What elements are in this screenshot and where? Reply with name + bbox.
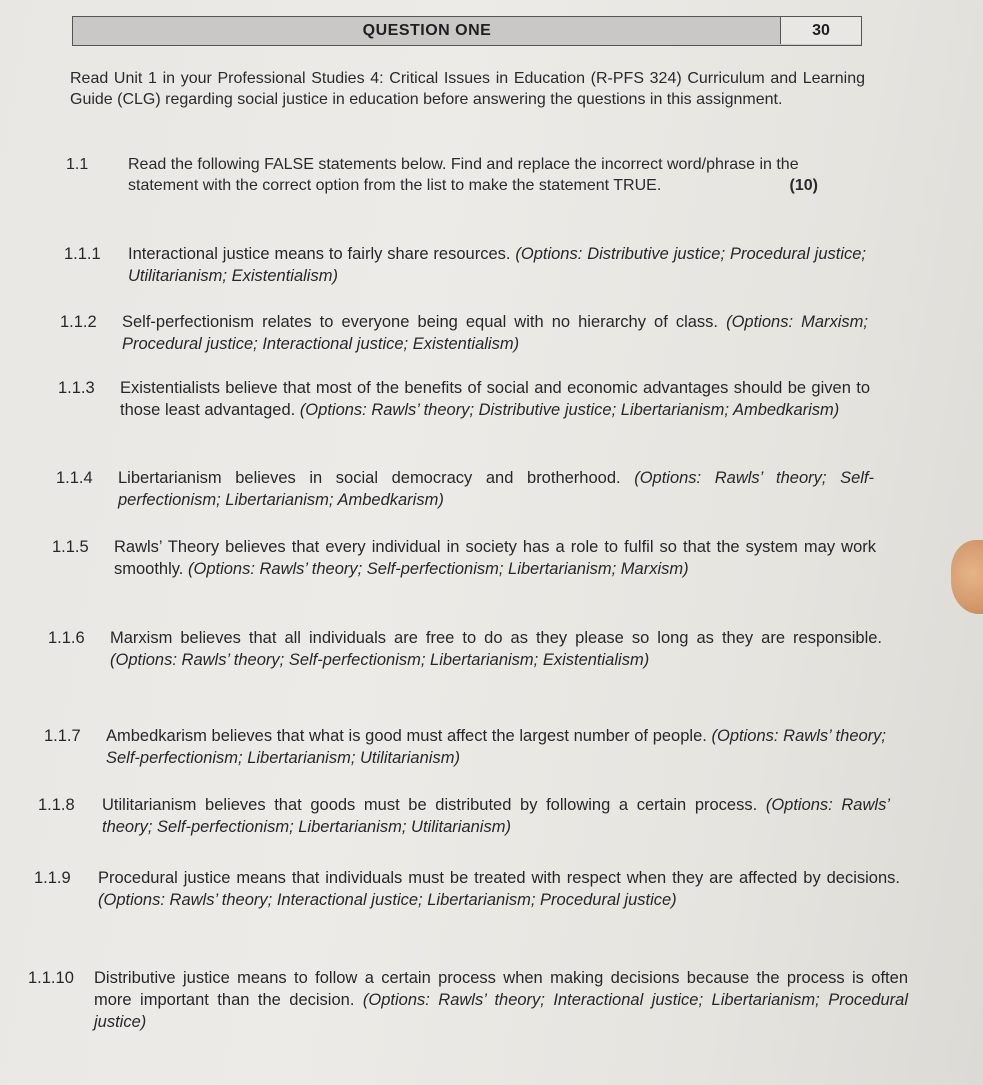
statement-number: 1.1.2 (60, 313, 97, 331)
intro-paragraph: Read Unit 1 in your Professional Studies 4: Critical Issues in Education (R-PFS 324) Curriculum and Learning Guide (CLG) regarding social justice in education before answering the questions in this assignment. (70, 70, 865, 108)
statement-options: (Options: Rawls’ theory; Self-perfectionism; Libertarianism; Utilitarianism) (106, 727, 886, 767)
statement-options: (Options: Rawls’ theory; Self-perfectionism; Libertarianism; Existentialism) (110, 651, 650, 669)
statement-text: Procedural justice means that individuals must be treated with respect when they are affected by decisions. (98, 869, 900, 887)
question-1-1-number: 1.1 (66, 156, 89, 173)
statement-number: 1.1.9 (34, 869, 71, 887)
statement-text: Interactional justice means to fairly share resources. (128, 245, 511, 263)
statement-options: (Options: Rawls’ theory; Self-perfectionism; Libertarianism; Marxism) (187, 560, 689, 578)
statement-options: (Options: Rawls’ theory; Self-perfectionism; Libertarianism; Utilitarianism) (102, 796, 890, 836)
statement-number: 1.1.4 (56, 469, 93, 487)
statement-options: (Options: Rawls’ theory; Self-perfectionism; Libertarianism; Ambedkarism) (118, 469, 874, 509)
statement-text: Marxism believes that all individuals are free to do as they please so long as they are responsible. (110, 629, 882, 647)
statement-item (56, 467, 874, 511)
statement-number: 1.1.5 (52, 538, 89, 556)
statement-item (44, 725, 886, 769)
statement-item (52, 536, 876, 580)
statement-item (64, 243, 866, 287)
question-1-1-text: Read the following FALSE statements below. Find and replace the incorrect word/phrase in the statement with the correct option from the list to make the statement TRUE. (128, 156, 799, 194)
statement-item (48, 627, 882, 671)
statement-number: 1.1.1 (64, 245, 101, 263)
statement-text: Utilitarianism believes that goods must be distributed by following a certain process. (102, 796, 758, 814)
statement-item (28, 967, 908, 1033)
statement-options: (Options: Distributive justice; Procedural justice; Utilitarianism; Existentialism) (128, 245, 867, 285)
statement-item (60, 311, 868, 355)
statement-number: 1.1.8 (38, 796, 75, 814)
statement-options: (Options: Rawls’ theory; Interactional justice; Libertarianism; Procedural justice) (98, 891, 677, 909)
statement-number: 1.1.6 (48, 629, 85, 647)
statement-text: Ambedkarism believes that what is good must affect the largest number of people. (106, 727, 707, 745)
statement-text: Rawls’ Theory believes that every individual in society has a role to fulfil so that the system may work smoothly. (114, 538, 876, 578)
question-1-1-marks: (10) (789, 176, 818, 194)
statement-item (58, 377, 870, 421)
statement-item (34, 867, 900, 911)
statement-number: 1.1.7 (44, 727, 81, 745)
question-title: QUESTION ONE (362, 22, 492, 39)
statement-text: Libertarianism believes in social democracy and brotherhood. (118, 469, 621, 487)
statement-options: (Options: Rawls’ theory; Distributive justice; Libertarianism; Ambedkarism) (299, 401, 840, 419)
statement-item (38, 794, 890, 838)
statement-number: 1.1.3 (58, 379, 95, 397)
statement-text: Self-perfectionism relates to everyone being equal with no hierarchy of class. (122, 313, 719, 331)
statement-text: Distributive justice means to follow a certain process when making decisions because the process is often more important than the decision. (94, 969, 908, 1009)
question-marks: 30 (780, 17, 861, 44)
statement-options: (Options: Rawls’ theory; Interactional justice; Libertarianism; Procedural justice) (94, 991, 908, 1031)
statement-options: (Options: Marxism; Procedural justice; Interactional justice; Existentialism) (122, 313, 869, 353)
statement-text: Existentialists believe that most of the benefits of social and economic advantages should be given to those least advantaged. (120, 379, 870, 419)
statement-number: 1.1.10 (28, 969, 74, 987)
